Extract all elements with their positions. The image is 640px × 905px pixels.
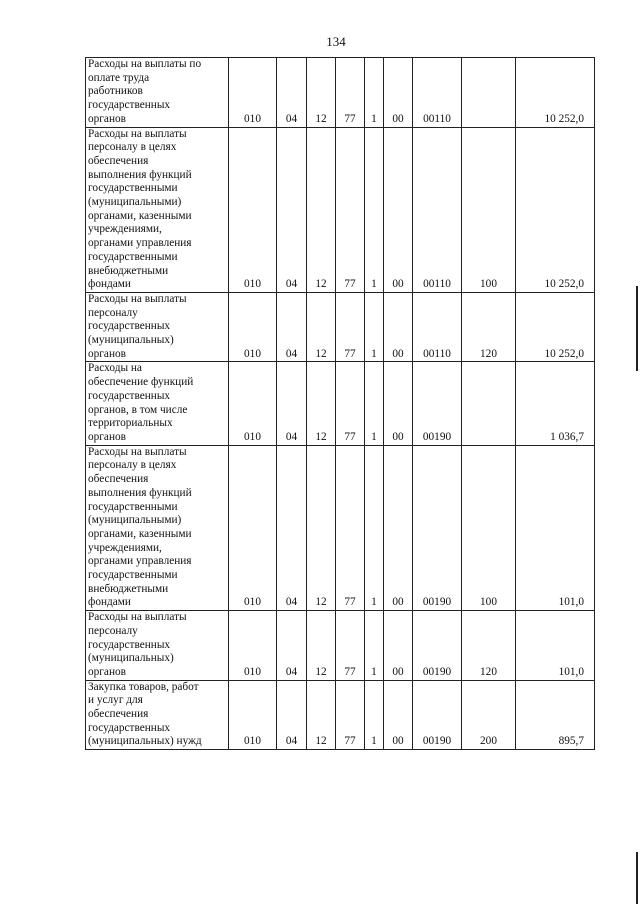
subprogram-cell: 1 bbox=[365, 292, 384, 362]
table-row bbox=[86, 58, 595, 128]
amount-cell: 101,0 bbox=[516, 611, 595, 681]
subprogram-cell: 1 bbox=[365, 362, 384, 445]
table-row bbox=[86, 292, 595, 362]
expense-type-cell: 120 bbox=[462, 292, 516, 362]
subprogram-cell: 1 bbox=[365, 445, 384, 610]
page-number: 134 bbox=[326, 34, 346, 49]
section-cell: 04 bbox=[277, 58, 307, 128]
subprogram-cell: 1 bbox=[365, 680, 384, 750]
direction-cell: 00110 bbox=[413, 58, 462, 128]
table-row bbox=[86, 680, 595, 750]
main-event-cell: 00 bbox=[384, 58, 413, 128]
subsection-cell: 12 bbox=[307, 127, 336, 292]
table-row bbox=[86, 362, 595, 445]
amount-cell: 10 252,0 bbox=[516, 292, 595, 362]
admin-code-cell: 010 bbox=[229, 362, 277, 445]
scan-edge-mark bbox=[636, 852, 638, 904]
amount-cell: 1 036,7 bbox=[516, 362, 595, 445]
amount-cell: 895,7 bbox=[516, 680, 595, 750]
section-cell: 04 bbox=[277, 127, 307, 292]
main-event-cell: 00 bbox=[384, 445, 413, 610]
program-cell: 77 bbox=[336, 58, 365, 128]
admin-code-cell: 010 bbox=[229, 58, 277, 128]
expense-type-cell: 100 bbox=[462, 127, 516, 292]
section-cell: 04 bbox=[277, 292, 307, 362]
scan-edge-mark bbox=[636, 286, 638, 371]
expense-type-cell bbox=[462, 362, 516, 445]
admin-code-cell: 010 bbox=[229, 127, 277, 292]
section-cell: 04 bbox=[277, 611, 307, 681]
subprogram-cell: 1 bbox=[365, 611, 384, 681]
expense-type-cell bbox=[462, 58, 516, 128]
program-cell: 77 bbox=[336, 680, 365, 750]
section-cell: 04 bbox=[277, 362, 307, 445]
expense-name-cell: Расходы на выплаты по оплате труда работников государственных органов bbox=[86, 58, 229, 128]
subsection-cell: 12 bbox=[307, 680, 336, 750]
admin-code-cell: 010 bbox=[229, 292, 277, 362]
main-event-cell: 00 bbox=[384, 292, 413, 362]
admin-code-cell: 010 bbox=[229, 680, 277, 750]
subsection-cell: 12 bbox=[307, 611, 336, 681]
expense-type-cell: 100 bbox=[462, 445, 516, 610]
direction-cell: 00110 bbox=[413, 292, 462, 362]
direction-cell: 00190 bbox=[413, 680, 462, 750]
program-cell: 77 bbox=[336, 362, 365, 445]
admin-code-cell: 010 bbox=[229, 445, 277, 610]
expense-name-cell: Расходы на обеспечение функций государственных органов, в том числе территориальных органов bbox=[86, 362, 229, 445]
program-cell: 77 bbox=[336, 292, 365, 362]
subsection-cell: 12 bbox=[307, 292, 336, 362]
amount-cell: 101,0 bbox=[516, 445, 595, 610]
section-cell: 04 bbox=[277, 445, 307, 610]
budget-table bbox=[85, 57, 595, 750]
amount-cell: 10 252,0 bbox=[516, 127, 595, 292]
table-row bbox=[86, 127, 595, 292]
subsection-cell: 12 bbox=[307, 362, 336, 445]
admin-code-cell: 010 bbox=[229, 611, 277, 681]
direction-cell: 00190 bbox=[413, 611, 462, 681]
amount-cell: 10 252,0 bbox=[516, 58, 595, 128]
program-cell: 77 bbox=[336, 611, 365, 681]
program-cell: 77 bbox=[336, 445, 365, 610]
expense-name-cell: Расходы на выплаты персоналу в целях обеспечения выполнения функций государственными (муниципальными) органами, казенными учреждениями, органами управления государственными внебюджетными фондами bbox=[86, 127, 229, 292]
main-event-cell: 00 bbox=[384, 611, 413, 681]
expense-type-cell: 200 bbox=[462, 680, 516, 750]
section-cell: 04 bbox=[277, 680, 307, 750]
main-event-cell: 00 bbox=[384, 680, 413, 750]
subprogram-cell: 1 bbox=[365, 58, 384, 128]
expense-name-cell: Расходы на выплаты персоналу в целях обеспечения выполнения функций государственными (муниципальными) органами, казенными учреждениями, органами управления государственными внебюджетными фондами bbox=[86, 445, 229, 610]
direction-cell: 00110 bbox=[413, 127, 462, 292]
subsection-cell: 12 bbox=[307, 58, 336, 128]
expense-type-cell: 120 bbox=[462, 611, 516, 681]
program-cell: 77 bbox=[336, 127, 365, 292]
main-event-cell: 00 bbox=[384, 127, 413, 292]
expense-name-cell: Расходы на выплаты персоналу государственных (муниципальных) органов bbox=[86, 611, 229, 681]
subprogram-cell: 1 bbox=[365, 127, 384, 292]
expense-name-cell: Закупка товаров, работ и услуг для обеспечения государственных (муниципальных) нужд bbox=[86, 680, 229, 750]
table-row bbox=[86, 445, 595, 610]
subsection-cell: 12 bbox=[307, 445, 336, 610]
table-row bbox=[86, 611, 595, 681]
main-event-cell: 00 bbox=[384, 362, 413, 445]
direction-cell: 00190 bbox=[413, 445, 462, 610]
direction-cell: 00190 bbox=[413, 362, 462, 445]
expense-name-cell: Расходы на выплаты персоналу государственных (муниципальных) органов bbox=[86, 292, 229, 362]
